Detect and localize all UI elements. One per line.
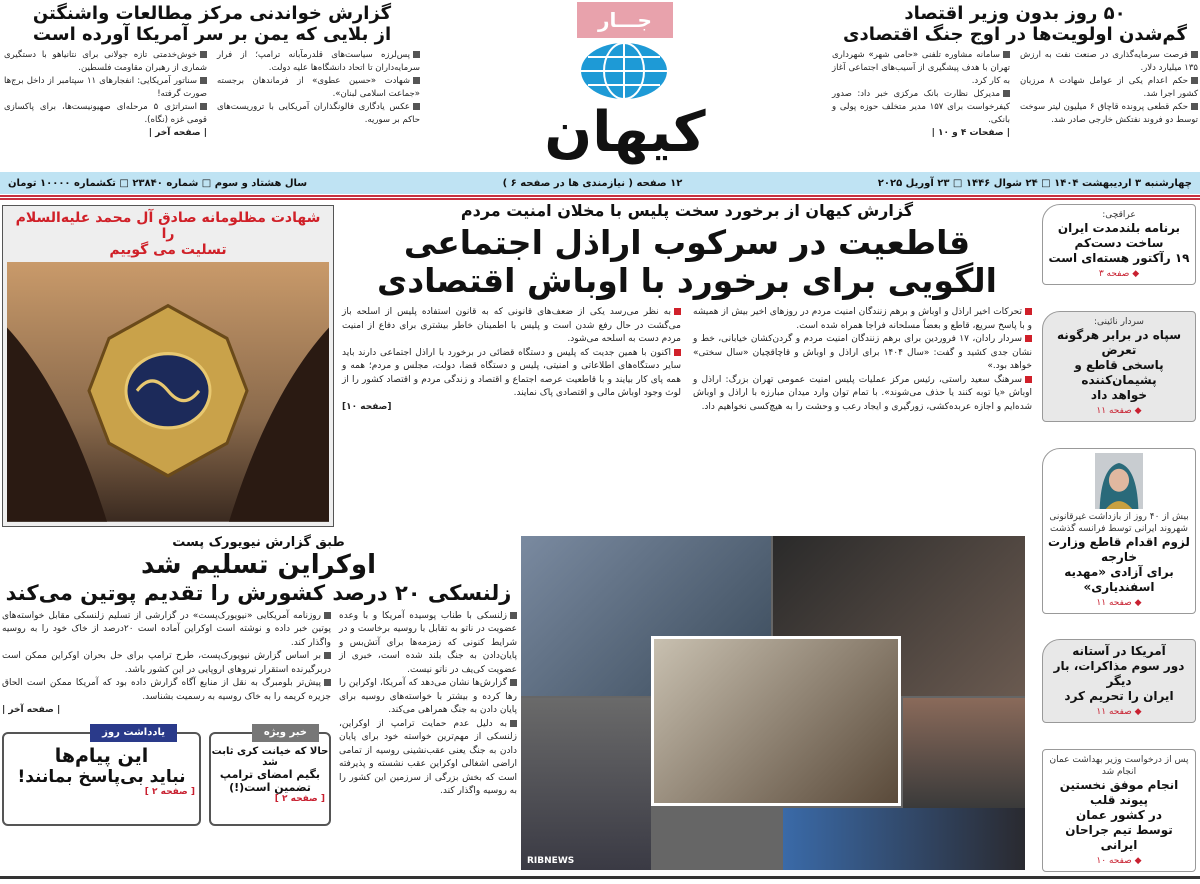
headline: سپاه در برابر هرگونه تعرض (1056, 327, 1181, 357)
condolence-text: تسلیت می گوییم (109, 242, 227, 259)
headline: انجام موفق نخستین پیوند قلب (1059, 778, 1179, 807)
bullet: حکم قطعی پرونده قاچاق ۶ میلیون لیتر سوخت توسط دو فروند نفتکش خارجی صادر شد. (1020, 102, 1198, 126)
bullet: گزارش‌ها نشان می‌دهد که آمریکا، اوکراین را رها کرده و بیشتر با خواسته‌های روسیه برای پایان دادن به جنگ همراهی می‌کند. (339, 677, 517, 718)
page-ref: ◆ صفحه ۱۱ (1096, 597, 1142, 608)
bullet: اکنون با همین جدیت که پلیس و دستگاه قضائی در برخورد با اراذل اجتماعی دارند باید سایر دستگاه‌های اطلاعاتی و امنیتی، پلیس و دستگاه قضا، دولت، مجلس و مردم؛ همه و همه پای کار بیایند و با قاطعیت عرصه اجتماع و اقتصاد و زندگی مردم و اقتصاد کشور را از لوث وجود اوباش مالی و اقتصادی پاک نمایند. (342, 347, 681, 401)
photo-police (903, 698, 1025, 808)
bullet: سردار رادان، ۱۷ فروردین برای برهم زنندگان امنیت مردم و گردن‌کشان خیابانی، خط و نشان جدی کشید و گفت: «سال ۱۴۰۴ برای اراذل و اوباش و قاچاقچیان «سال سختی» خواهد بود.» (693, 333, 1032, 374)
headline: گم‌شدن اولویت‌ها در اوج جنگ اقتصادی (842, 23, 1188, 45)
bottom-rule (0, 876, 1200, 879)
headline: در کشور عمان (1075, 808, 1163, 822)
photo-credit: RIBNEWS (527, 856, 575, 866)
logo-wordmark: کیهان (544, 100, 706, 165)
editorial-box[interactable] (2, 726, 201, 826)
bullet: استراتژی ۵ مرحله‌ای صهیونیست‌ها، برای پاکسازی قومی غزه (نگاه). (4, 102, 207, 126)
ukraine-story (0, 536, 517, 872)
page-ref: ◆ صفحه ۳ (1098, 269, 1140, 279)
sidebar-story[interactable] (1042, 311, 1196, 422)
photo-lineup (783, 808, 1025, 870)
headline: پاسخی قاطع و پشیمان‌کننده (1074, 357, 1164, 387)
top-right-story (832, 4, 1198, 170)
photo-collage (521, 536, 1025, 870)
bullet: حکم اعدام یکی از عوامل شهادت ۸ مرزبان کشور اجرا شد. (1020, 76, 1198, 100)
bullet: به نظر می‌رسد یکی از ضعف‌های قانونی که به قانون استفاده پلیس از اسلحه باز می‌گشت در حال رفع شدن است و پلیس با اطمینان خاطر بیشتری برای دفاع از امنیت مردم دست به اسلحه می‌شود. (342, 306, 681, 347)
bullet: مدیرکل نظارت بانک مرکزی خبر داد: صدور کیفرخواست برای ۱۵۷ مدیر متخلف حوزه پولی و بانکی. (832, 89, 1010, 126)
box-headline: تضمین است(!) (229, 780, 311, 794)
bullet: زلنسکی با طناب پوسیده آمریکا و با وعده عضویت در ناتو به تقابل با روسیه برخاست و در شرایط کنونی که زمزمه‌ها برای آتش‌بس و پایان‌دادن به جنگ بلند شده است، خبری از عضویت کی‌یف در ناتو نیست. (339, 610, 517, 678)
box-headline: بگیم امضای ترامپ (219, 767, 321, 781)
main-col-2 (342, 306, 681, 414)
condolence-text: شهادت مظلومانه صادق آل محمد علیه‌السلام را (15, 210, 321, 243)
condolence-box (2, 205, 334, 527)
headline: توسط تیم جراحان ایرانی (1065, 823, 1173, 852)
kicker: سردار نائینی: (1094, 316, 1144, 327)
bullet: روزنامه آمریکایی «نیویورک‌پست» در گزارشی از تسلیم زلنسکی مقابل خواسته‌های پوتین خبر داده و نوشته است اوکراین آماده است ۲۰درصد از خاک خود را به روسیه واگذار کند. (2, 610, 331, 651)
masthead-logo (425, 0, 825, 170)
logo-badge: جـــار (577, 2, 673, 38)
headline: ۵۰ روز بدون وزیر اقتصاد (904, 3, 1126, 24)
page-ref: [صفحه ۱۰] (342, 401, 392, 412)
date-strip (0, 172, 1200, 194)
box-headline: حالا که خیانت کری ثابت شد (211, 745, 329, 769)
issue-number: سال هشتاد و سوم □ شماره ۲۳۸۴۰ □ تکشماره ۱۰۰۰۰ تومان (8, 177, 308, 189)
ukraine-headline: اوکراین تسلیم شد (141, 549, 376, 580)
headline: از بلایی که یمن بر سر آمریکا آورده است (32, 23, 392, 45)
bullet: پیش‌تر بلومبرگ به نقل از منابع آگاه گزارش داده بود که آمریکا ممکن است الحاق جزیره کریمه را به خاک روسیه به رسمیت بشناسد. (2, 677, 331, 704)
editorial-tag: یادداشت روز (90, 724, 177, 742)
ukraine-col-right (339, 610, 517, 826)
bullet: سرهنگ سعید راستی، رئیس مرکز عملیات پلیس امنیت عمومی تهران بزرگ: اراذل و اوباش «یا توبه کنند یا حذف می‌شوند». با تمام توان وارد میدان مبارزه با اراذل و اوباش شده‌ایم و اجازه عربده‌کشی، زورگیری و ایجاد رعب و وحشت را به هیچ‌کسی نخواهیم داد. (693, 374, 1032, 415)
special-news-box[interactable] (209, 726, 331, 826)
page-ref: | صفحه آخر | (148, 128, 207, 139)
bullet: عکس یادگاری فالونگذاران آمریکایی با تروریست‌های حاکم بر سوریه. (217, 102, 420, 126)
sidebar (1042, 204, 1196, 872)
top-left-story (4, 4, 420, 170)
page-ref: | صفحات ۴ و ۱۰ | (931, 128, 1010, 139)
main-col-1 (693, 306, 1032, 414)
box-headline: نباید بی‌پاسخ بمانند! (17, 766, 186, 787)
main-headline: الگویی برای برخورد با اوباش اقتصادی (376, 261, 997, 301)
page-ref: | صفحه آخر | (2, 705, 61, 716)
bullet: فرصت سرمایه‌گذاری در صنعت نفت به ارزش ۱۳۵ میلیارد دلار. (1020, 50, 1198, 74)
page-count: ۱۲ صفحه ( نیازمندی ها در صفحه ۶ ) (502, 177, 683, 189)
bullet: شهادت «حسین عطوی» از فرماندهان برجسته «جماعت اسلامی لبنان». (217, 76, 420, 100)
headline: ۱۹ رآکتور هسته‌ای است (1048, 251, 1190, 265)
main-story (342, 202, 1032, 532)
kicker: عراقچی: (1102, 210, 1136, 220)
globe-icon (580, 42, 668, 100)
main-kicker: گزارش کیهان از برخورد سخت پلیس با مخلان امنیت مردم (460, 201, 914, 220)
bullet: بر اساس گزارش نیویورک‌پست، طرح ترامپ برای حل بحران اوکراین ممکن است دربرگیرنده استقرار نیروهای اروپایی در این کشور باشد. (2, 650, 331, 677)
headline: آمریکا در آستانه (1072, 644, 1166, 659)
bullet: خوش‌خدمتی تازه جولانی برای نتانیاهو با دستگیری شماری از رهبران مقاومت فلسطین. (4, 50, 207, 74)
divider (0, 195, 1200, 200)
headline: گزارش خواندنی مرکز مطالعات واشنگتن (32, 3, 392, 24)
headline: برای آزادی «مهدیه اسفندیاری» (1064, 564, 1174, 594)
shrine-ornament-image (7, 262, 329, 522)
bullet: تحرکات اخیر اراذل و اوباش و برهم زنندگان امنیت مردم در روزهای اخیر بیش از همیشه و با پاسخ سریع، قاطع و بعضاً مسلحانه فراجا همراه شده است. (693, 306, 1032, 333)
kicker: بیش از ۴۰ روز از بازداشت غیرقانونی شهروند ایرانی توسط فرانسه گذشت (1049, 511, 1189, 534)
photo-suspect (651, 636, 901, 806)
headline: خواهد داد (1090, 387, 1148, 402)
special-news-tag: خبر ویژه (252, 724, 319, 742)
portrait-photo (1095, 453, 1143, 509)
main-headline: قاطعیت در سرکوب اراذل اجتماعی (403, 223, 971, 263)
page-ref: [ صفحه ۲ ] (274, 794, 325, 805)
issue-date: چهارشنبه ۳ اردیبهشت ۱۴۰۴ □ ۲۴ شوال ۱۴۴۶ □ ۲۳ آوریل ۲۰۲۵ (877, 177, 1192, 189)
sidebar-story[interactable] (1042, 448, 1196, 614)
bullet: سامانه مشاوره تلفنی «حامی شهر» شهرداری تهران با هدف پیشگیری از آسیب‌های اجتماعی آغاز به کار کرد. (832, 50, 1010, 87)
sidebar-story[interactable] (1042, 749, 1196, 872)
headline: دور سوم مذاکرات، بار دیگر (1053, 659, 1185, 689)
headline: لزوم اقدام قاطع وزارت خارجه (1048, 534, 1190, 564)
headline: ساخت دست‌کم (1074, 236, 1164, 250)
headline: برنامه بلندمدت ایران (1057, 221, 1181, 235)
sidebar-story[interactable] (1042, 639, 1196, 723)
photo-tattoo (521, 698, 651, 870)
page-ref: ◆ صفحه ۱۱ (1096, 707, 1142, 718)
headline: ایران را تحریم کرد (1064, 689, 1174, 704)
ukraine-col-left (2, 610, 331, 718)
page-ref: ◆ صفحه ۱۰ (1096, 856, 1142, 866)
bullet: سناتور آمریکایی: انفجارهای ۱۱ سپتامبر از داخل برج‌ها صورت گرفته! (4, 76, 207, 100)
ukraine-headline: زلنسکی ۲۰ درصد کشورش را تقدیم پوتین می‌کند (5, 580, 512, 605)
kicker: پس از درخواست وزیر بهداشت عمان انجام شد (1049, 755, 1189, 777)
bullet: پس‌لرزه سیاست‌های قلدرمآبانه ترامپ؛ از فرار سرمایه‌داران تا اتحاد دانشگاه‌ها علیه دولت. (217, 50, 420, 74)
page-ref: ◆ صفحه ۱۱ (1096, 405, 1142, 416)
ukraine-kicker: طبق گزارش نیویورک پست (172, 535, 345, 550)
page-ref: [ صفحه ۲ ] (144, 787, 195, 798)
sidebar-story[interactable] (1042, 204, 1196, 285)
box-headline: این پیام‌ها (54, 744, 149, 767)
bullet: به دلیل عدم حمایت ترامپ از اوکراین، زلنسکی از مهم‌ترین خواسته خود برای پایان دادن به جنگ یعنی عقب‌نشینی روسیه از تمامی اراضی اشغالی اوکراین عقب نشسته و پذیرفته است که بخش بزرگی از سرزمین این کشور را به روسیه واگذار کند. (339, 718, 517, 799)
